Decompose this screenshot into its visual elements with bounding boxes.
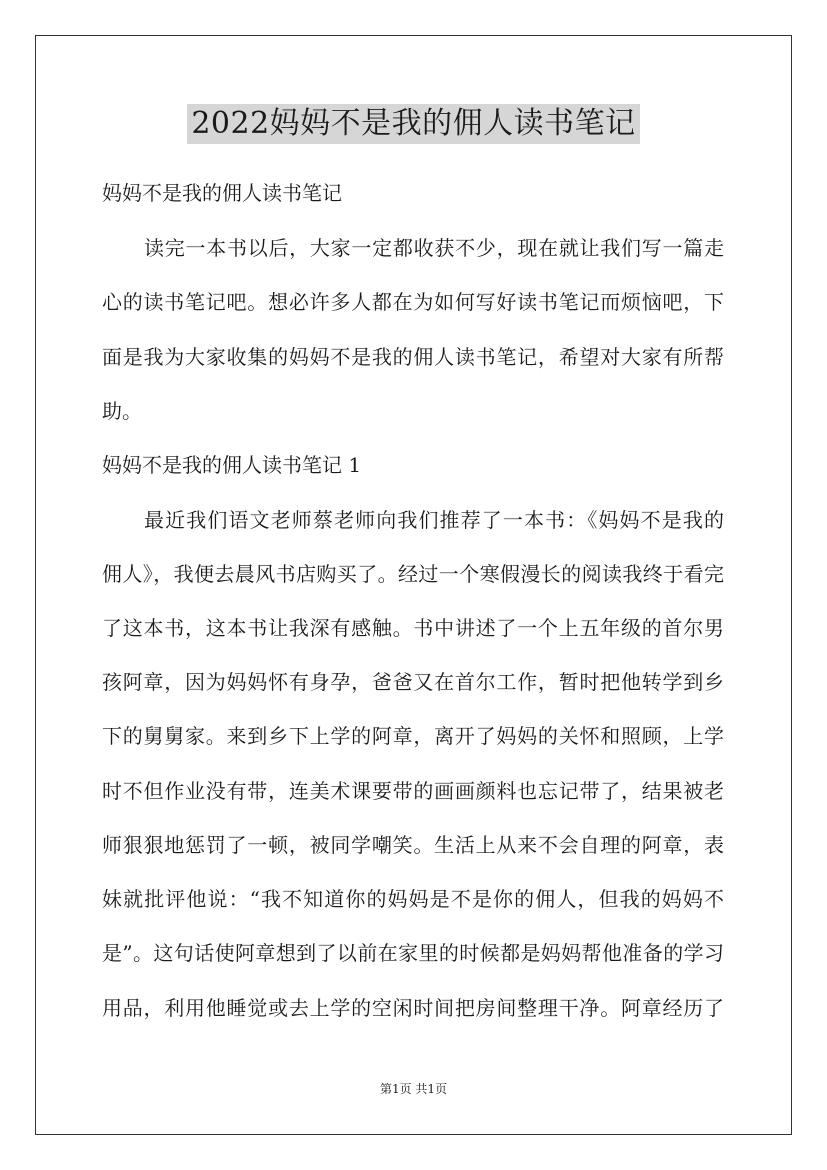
body-line: 师狠狠地惩罚了一顿，被同学嘲笑。生活上从来不会自理的阿章，表 (102, 833, 724, 857)
intro-line: 助。 (102, 399, 142, 423)
body-line: 孩阿章，因为妈妈怀有身孕，爸爸又在首尔工作，暂时把他转学到乡 (102, 670, 724, 694)
intro-line: 面是我为大家收集的妈妈不是我的佣人读书笔记，希望对大家有所帮 (102, 345, 724, 369)
body-line: 最近我们语文老师蔡老师向我们推荐了一本书：《妈妈不是我的 (144, 508, 724, 532)
page-footer: 第1页 共1页 (379, 1082, 448, 1096)
intro-line: 读完一本书以后，大家一定都收获不少，现在就让我们写一篇走 (144, 236, 724, 260)
body-line: 下的舅舅家。来到乡下上学的阿章，离开了妈妈的关怀和照顾，上学 (102, 724, 724, 748)
document-title: 2022妈妈不是我的佣人读书笔记 (187, 104, 639, 144)
body-line: 了这本书，这本书让我深有感触。书中讲述了一个上五年级的首尔男 (102, 616, 724, 640)
body-line: 佣人》，我便去晨风书店购买了。经过一个寒假漫长的阅读我终于看完 (102, 562, 724, 586)
title-container (0, 104, 827, 144)
body-line: 时不但作业没有带，连美术课要带的画画颜料也忘记带了，结果被老 (102, 779, 724, 803)
intro-line: 心的读书笔记吧。想必许多人都在为如何写好读书笔记而烦恼吧，下 (102, 290, 724, 314)
intro-heading: 妈妈不是我的佣人读书笔记 (102, 181, 342, 205)
section-heading: 妈妈不是我的佣人读书笔记 1 (102, 453, 362, 477)
body-line: 妹就批评他说：“我不知道你的妈妈是不是你的佣人，但我的妈妈不 (102, 887, 724, 911)
body-line: 是”。这句话使阿章想到了以前在家里的时候都是妈妈帮他准备的学习 (102, 941, 724, 965)
body-line: 用品，利用他睡觉或去上学的空闲时间把房间整理干净。阿章经历了 (102, 996, 724, 1020)
